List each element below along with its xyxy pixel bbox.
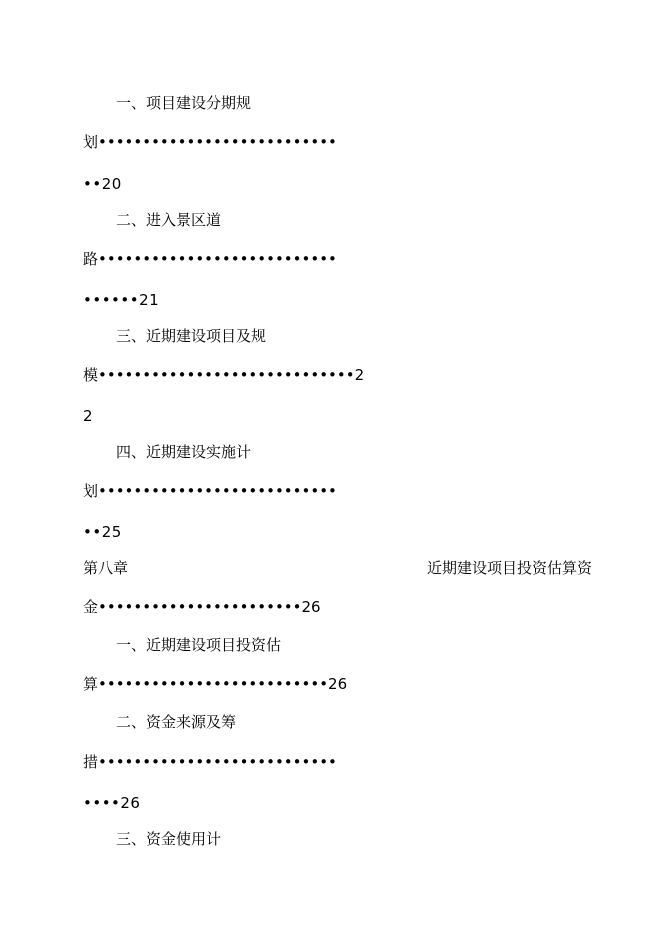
toc-section-title: 四、近期建设实施计: [116, 443, 252, 461]
toc-leader-line: 算••••••••••••••••••••••••••26: [83, 675, 348, 693]
toc-leader-line: 金•••••••••••••••••••••••26: [83, 598, 321, 616]
toc-page-number: ••20: [83, 175, 122, 193]
toc-section-title: 一、项目建设分期规: [116, 94, 252, 112]
toc-chapter-label: 第八章: [83, 559, 129, 577]
toc-page-number: ••25: [83, 523, 122, 541]
toc-page-number: ••••26: [83, 794, 141, 812]
toc-leader-line: 模•••••••••••••••••••••••••••••2: [83, 366, 365, 384]
toc-leader-line: 划•••••••••••••••••••••••••••: [83, 482, 337, 500]
toc-leader-line: 划•••••••••••••••••••••••••••: [83, 133, 337, 151]
toc-leader-line: 路•••••••••••••••••••••••••••: [83, 250, 337, 268]
toc-page-number: ••••••21: [83, 291, 160, 309]
toc-page-number: 2: [83, 407, 94, 425]
toc-section-title: 二、进入景区道: [116, 211, 222, 229]
toc-section-title: 三、资金使用计: [116, 830, 222, 848]
toc-section-title: 一、近期建设项目投资估: [116, 636, 282, 654]
toc-section-title: 二、资金来源及筹: [116, 713, 237, 731]
toc-section-title: 三、近期建设项目及规: [116, 327, 267, 345]
toc-leader-line: 措•••••••••••••••••••••••••••: [83, 753, 337, 771]
toc-chapter-title: 近期建设项目投资估算资: [426, 559, 592, 577]
